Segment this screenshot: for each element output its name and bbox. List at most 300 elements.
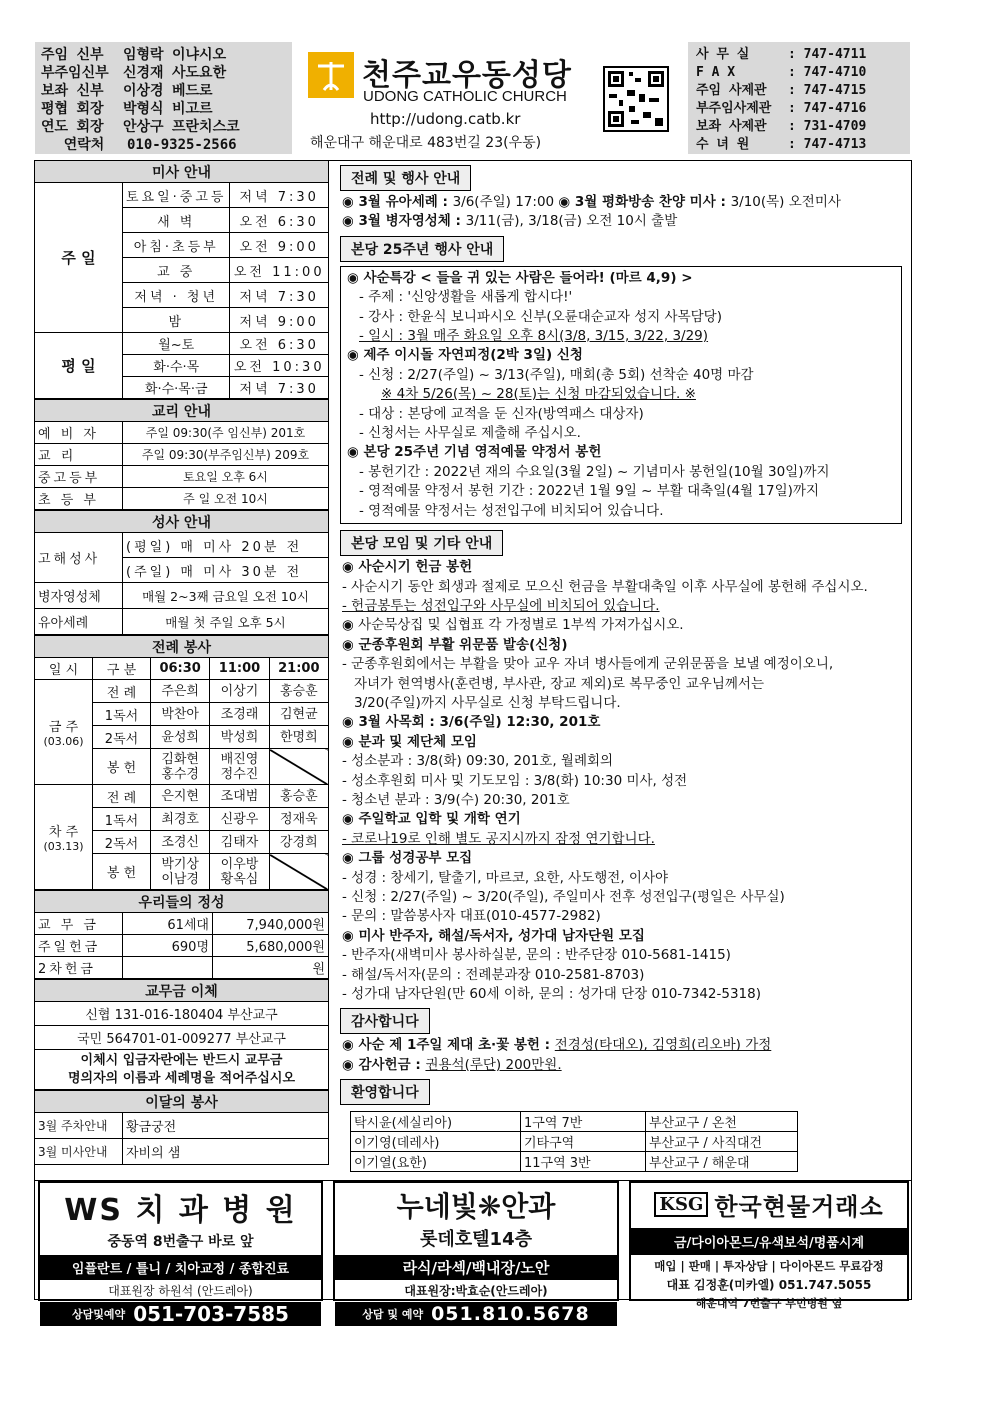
ad-gold-heading <box>631 1187 907 1222</box>
offering-amount: 7,940,000원 <box>213 913 329 935</box>
mass-time: 오전 6:30 <box>230 208 329 233</box>
doctrine-label: 중고등부 <box>35 466 123 488</box>
group-line: ◉ 군종후원회 부활 위문품 발송(신청) <box>342 636 568 653</box>
liturgy-role: 2독서 <box>93 831 151 854</box>
liturgy-name: 은지현 <box>161 788 199 804</box>
phone-label: 사 무 실 <box>696 47 750 62</box>
liturgy-cell <box>269 785 328 808</box>
liturgy-name: 주은희 <box>161 683 199 699</box>
sacrament-value: 매월 2~3째 금요일 오전 10시 <box>123 583 329 609</box>
phone-number: : 747-4716 <box>788 101 867 116</box>
group-line: 3/20(주일)까지 사무실로 신청 부탁드립니다. <box>354 694 621 711</box>
group-line: ◉ 3월 사목회 : 3/6(주일) 12:30, 201호 <box>342 714 601 731</box>
liturgy-role: 봉 헌 <box>93 749 151 785</box>
sacrament-row <box>35 583 329 609</box>
liturgy-date <box>35 680 93 785</box>
staff-name: 임형락 이냐시오 <box>123 47 227 63</box>
transfer-account: 국민 564701-01-009277 부산교구 <box>35 1026 329 1050</box>
thanks-line <box>336 1036 908 1055</box>
liturgy-name: 한명희 <box>279 729 318 745</box>
liturgy-header: 21:00 <box>269 658 328 680</box>
offering-count <box>123 957 213 979</box>
liturgy-cell <box>269 749 328 785</box>
liturgy-name: 홍승훈 <box>279 788 318 804</box>
sacrament-title: 성사 안내 <box>35 511 329 533</box>
ad-gold-line3: 해운대역 7번출구 부민병원 옆 <box>695 1297 843 1310</box>
welcome-cell: 11구역 3반 <box>521 1152 646 1172</box>
liturgy-name: 최경호 <box>161 811 199 827</box>
monthly-title: 이달의 봉사 <box>35 1091 329 1113</box>
ad-dental-doc: 대표원장 하원석 (안드레아) <box>108 1284 253 1298</box>
welcome-cell: 부산교구 / 온천 <box>646 1112 798 1132</box>
doctrine-value: 주일 09:30(부주임신부) 209호 <box>123 444 329 466</box>
anniversary-line: ※ 4차 5/26(목) ~ 28(토)는 신청 마감되었습니다. ※ <box>381 386 696 403</box>
anniversary-line: - 신청 : 2/27(주일) ~ 3/13(주일), 매회(총 5회) 선착순 40명 마감 <box>359 366 754 383</box>
doctrine-value: 토요일 오후 6시 <box>123 466 329 488</box>
liturgy-role: 1독서 <box>93 808 151 831</box>
offering-row <box>35 935 329 957</box>
liturgy-cell <box>210 703 269 726</box>
ad-eye-tel-number: 051.810.5678 <box>431 1303 590 1325</box>
liturgy-row <box>35 785 329 808</box>
phone-number: : 747-4713 <box>788 137 867 152</box>
transfer-account: 신협 131-016-180404 부산교구 <box>35 1002 329 1026</box>
liturgy-name: 김현균 <box>279 706 318 722</box>
liturgy-cell <box>269 703 328 726</box>
liturgy-cell <box>210 726 269 749</box>
liturgy-name: 정수진 <box>220 766 259 782</box>
welcome-row <box>351 1132 798 1152</box>
offering-label: 2차헌금 <box>35 957 123 979</box>
mass-time: 오전 10:30 <box>230 355 329 377</box>
event-text2: 3/10(목) 오전미사 <box>730 194 841 210</box>
doctrine-title: 교리 안내 <box>35 400 329 422</box>
welcome-table <box>350 1111 798 1172</box>
transfer-note-line1: 이체시 입금자란에는 반드시 교무금 <box>80 1052 283 1068</box>
welcome-row <box>351 1112 798 1132</box>
liturgy-cell <box>269 831 328 854</box>
confession-time: (주일) 매 미사 30분 전 <box>123 558 329 583</box>
event-line <box>336 212 908 231</box>
offering-title-row <box>35 891 329 913</box>
church-header <box>300 42 600 154</box>
monthly-value: 황금궁전 <box>123 1113 329 1139</box>
doctrine-row <box>35 488 329 510</box>
liturgy-cell <box>269 808 328 831</box>
staff-row <box>41 136 286 154</box>
mass-table <box>34 160 329 399</box>
ad-dental-bar: 임플란트 / 틀니 / 치아교정 / 종합진료 <box>40 1255 321 1280</box>
monthly-label: 3월 미사안내 <box>35 1139 123 1165</box>
sacrament-row <box>35 609 329 635</box>
sacrament-value: 매월 첫 주일 오후 5시 <box>123 609 329 635</box>
mass-weekday-label: 평 일 <box>35 333 123 399</box>
phone-number: : 747-4711 <box>788 47 867 62</box>
group-line: ◉ 분과 및 제단체 모임 <box>342 733 477 750</box>
phone-label: F A X <box>696 65 736 80</box>
sacrament-table <box>34 510 329 635</box>
mass-title-row <box>35 161 329 183</box>
event-text: 3/11(금), 3/18(금) 오전 10시 출발 <box>465 213 678 230</box>
staff-row <box>41 64 286 82</box>
staff-name: 신경재 사도요한 <box>123 65 227 81</box>
liturgy-cell <box>210 680 269 703</box>
liturgy-name: 홍수경 <box>161 766 199 782</box>
event-title: ◉ 3월 유아세례 : <box>342 194 453 210</box>
sacrament-label: 병자영성체 <box>35 583 123 609</box>
monthly-label: 3월 주차안내 <box>35 1113 123 1139</box>
doctrine-value: 주일 09:30(주 임신부) 201호 <box>123 422 329 444</box>
staff-role: 보좌 신부 <box>41 83 104 99</box>
doctrine-row <box>35 444 329 466</box>
group-line: - 신청 : 2/27(주일) ~ 3/20(주일), 주일미사 전후 성전입구(평일은 사무실) <box>342 889 785 905</box>
liturgy-role: 1독서 <box>93 703 151 726</box>
liturgy-name: 조경신 <box>161 834 199 850</box>
phone-row <box>696 46 902 64</box>
monthly-row <box>35 1139 329 1165</box>
anniversary-box <box>340 266 902 524</box>
liturgy-cell <box>210 785 269 808</box>
ads-row <box>34 1180 912 1326</box>
mass-time: 저녁 7:30 <box>230 183 329 208</box>
church-logo-icon <box>308 52 354 98</box>
welcome-cell: 이기영(데레사) <box>351 1132 521 1152</box>
offering-amount: 5,680,000원 <box>213 935 329 957</box>
thanks-list <box>336 1036 908 1075</box>
ad-eye-sub: 롯데호텔14층 <box>420 1229 532 1250</box>
transfer-note-row <box>35 1050 329 1090</box>
liturgy-cell <box>151 785 210 808</box>
mass-who: 교 중 <box>123 258 230 283</box>
liturgy-header: 구 분 <box>93 658 151 680</box>
offering-count: 61세대 <box>123 913 213 935</box>
tab-groups: 본당 모임 및 기타 안내 <box>340 530 503 556</box>
liturgy-name: 이상기 <box>220 683 259 699</box>
ad-eye-clinic[interactable] <box>333 1181 619 1325</box>
liturgy-name: 신광우 <box>220 811 259 827</box>
doctrine-label: 교 리 <box>35 444 123 466</box>
transfer-table <box>34 979 329 1090</box>
anniversary-line: - 강사 : 한윤식 보니파시오 신부(오륜대순교자 성지 사목담당) <box>359 308 722 325</box>
group-line: ◉ 주일학교 입학 및 개학 연기 <box>342 811 521 828</box>
liturgy-cell <box>210 854 269 890</box>
transfer-note-line2: 명의자의 이름과 세례명을 적어주십시오 <box>67 1070 296 1086</box>
offering-count: 690명 <box>123 935 213 957</box>
staff-name: 박형식 비고르 <box>123 101 213 117</box>
phone-row <box>696 136 902 154</box>
staff-role: 연락처 <box>63 137 105 153</box>
liturgy-name: 황옥심 <box>220 871 259 887</box>
staff-row <box>41 82 286 100</box>
group-line: ◉ 사순시기 헌금 봉헌 <box>342 559 473 576</box>
mass-who: 토요일·중고등 <box>123 183 230 208</box>
offering-row <box>35 913 329 935</box>
transfer-row <box>35 1002 329 1026</box>
liturgy-name: 정재욱 <box>279 811 318 827</box>
confession-time: (평일) 매 미사 20분 전 <box>123 533 329 558</box>
phone-label: 주임 사제관 <box>696 83 767 98</box>
group-line: ◉ 미사 반주자, 해설/독서자, 성가대 남자단원 모집 <box>342 927 645 944</box>
thanks-text: 권용석(루단) 200만원. <box>425 1056 562 1073</box>
doctrine-title-row <box>35 400 329 422</box>
mass-time: 오전 11:00 <box>230 258 329 283</box>
confession-row <box>35 533 329 558</box>
tab-anniversary: 본당 25주년 행사 안내 <box>340 236 504 262</box>
events-list <box>336 193 908 232</box>
liturgy-cell <box>210 831 269 854</box>
liturgy-cell <box>269 680 328 703</box>
welcome-cell: 1구역 7반 <box>521 1112 646 1132</box>
group-line: - 코로나19로 인해 별도 공지시까지 잠정 연기합니다. <box>342 830 655 847</box>
staff-role: 주임 신부 <box>41 47 104 63</box>
staff-role: 연도 회장 <box>41 119 104 135</box>
staff-name: 010-9325-2566 <box>127 137 237 153</box>
mass-time: 오전 9:00 <box>230 233 329 258</box>
liturgy-cell <box>151 808 210 831</box>
tab-welcome: 환영합니다 <box>340 1079 430 1105</box>
staff-row <box>41 118 286 136</box>
liturgy-cell <box>210 749 269 785</box>
ad-dental-sub: 중동역 8번출구 바로 앞 <box>107 1234 254 1250</box>
thanks-title: ◉ 사순 제 1주일 제대 초·꽃 봉헌 : <box>342 1037 555 1054</box>
liturgy-cell <box>210 808 269 831</box>
doctrine-table <box>34 399 329 510</box>
phone-label: 보좌 사제관 <box>696 119 767 134</box>
liturgy-cell <box>151 749 210 785</box>
church-url[interactable]: http://udong.catb.kr <box>370 110 521 128</box>
liturgy-table <box>34 635 329 890</box>
phone-row <box>696 64 902 82</box>
church-address: 해운대구 해운대로 483번길 23(우동) <box>310 135 542 151</box>
liturgy-name: 박기상 <box>161 856 199 872</box>
liturgy-cell <box>269 854 328 890</box>
group-line: 자녀가 현역병사(훈련병, 부사관, 장교 제외)로 복무중인 교우님께서는 <box>354 675 765 692</box>
anniversary-line: - 영적예물 약정서는 성전입구에 비치되어 있습니다. <box>359 502 664 519</box>
liturgy-header: 06:30 <box>151 658 210 680</box>
thanks-title: ◉ 감사헌금 : <box>342 1056 426 1073</box>
event-text: 3/6(주일) 17:00 <box>452 194 559 210</box>
group-line: - 성소분과 : 3/8(화) 09:30, 201호, 월례회의 <box>342 753 614 770</box>
phone-row <box>696 82 902 100</box>
liturgy-header-row <box>35 658 329 680</box>
group-line: - 해설/독서자(문의 : 전례분과장 010-2581-8703) <box>342 966 645 983</box>
welcome-cell: 부산교구 / 사직대건 <box>646 1132 798 1152</box>
anniversary-line: ◉ 제주 이시돌 자연피정(2박 3일) 신청 <box>347 347 583 364</box>
mass-time: 오전 6:30 <box>230 333 329 355</box>
left-column <box>34 160 329 1165</box>
mass-who: 화·수·목 <box>123 355 230 377</box>
group-line: ◉ 사순묵상집 및 십협표 각 가정별로 1부씩 가져가십시오. <box>342 617 684 634</box>
liturgy-name: 조대범 <box>220 788 259 804</box>
liturgy-cell <box>269 726 328 749</box>
transfer-note <box>35 1050 329 1090</box>
group-line: - 청소년 분과 : 3/9(수) 20:30, 201호 <box>342 791 570 808</box>
liturgy-date <box>35 785 93 890</box>
liturgy-role: 전 례 <box>93 680 151 703</box>
liturgy-row <box>35 680 329 703</box>
group-line: - 성가대 남자단원(만 60세 이하, 문의 : 성가대 단장 010-7342-5318) <box>342 986 762 1003</box>
group-line: - 헌금봉투는 성전입구와 사무실에 비치되어 있습니다. <box>342 597 660 614</box>
liturgy-date-line: (03.06) <box>43 735 84 748</box>
event-title2: ◉ 3월 평화방송 찬양 미사 : <box>558 194 731 210</box>
liturgy-date-line: (03.13) <box>43 840 84 853</box>
staff-row <box>41 46 286 64</box>
liturgy-title: 전례 봉사 <box>35 636 329 658</box>
transfer-title-row <box>35 980 329 1002</box>
mass-who: 월~토 <box>123 333 230 355</box>
thanks-line <box>336 1056 908 1075</box>
ad-gold-line2: 대표 김정훈(미카엘) 051.747.5055 <box>666 1278 872 1292</box>
church-name-en: UDONG CATHOLIC CHURCH <box>363 88 567 105</box>
ad-eye-bar: 라식/라섹/백내장/노안 <box>335 1255 617 1280</box>
anniversary-line: - 영적예물 약정서 봉헌 기간 : 2022년 1월 9일 ~ 부활 대축일(4월 17일)까지 <box>359 483 820 500</box>
liturgy-name: 이남경 <box>161 871 199 887</box>
liturgy-name: 강경희 <box>279 834 318 850</box>
ad-dental-title: WS 치 과 병 원 <box>64 1193 297 1228</box>
liturgy-role: 전 례 <box>93 785 151 808</box>
ad-dental-tel <box>40 1302 321 1326</box>
offering-amount: 원 <box>213 957 329 979</box>
liturgy-name: 박성희 <box>220 729 259 745</box>
group-line: - 성소후원회 미사 및 기도모임 : 3/8(화) 10:30 미사, 성전 <box>342 772 688 789</box>
ad-eye-doc: 대표원장:박효순(안드레아) <box>404 1284 548 1298</box>
tab-thanks: 감사합니다 <box>340 1008 430 1034</box>
ad-gold-bar: 금/다이아몬드/유색보석/명품시계 <box>631 1228 907 1255</box>
groups-list <box>336 558 908 1004</box>
phone-label: 수 녀 원 <box>696 137 750 152</box>
ad-gold-title: 한국현물거래소 <box>714 1193 884 1221</box>
monthly-service-table <box>34 1090 329 1165</box>
liturgy-date-line: 차 주 <box>48 825 79 840</box>
offering-row <box>35 957 329 979</box>
welcome-cell: 기타구역 <box>521 1132 646 1152</box>
group-line: - 성경 : 창세기, 탈출기, 마르코, 요한, 사도행전, 이사야 <box>342 869 669 886</box>
thanks-text: 전경성(타대오), 김영희(리오바) 가정 <box>554 1037 772 1054</box>
liturgy-name: 홍승훈 <box>279 683 318 699</box>
ad-gold-logo: KSG <box>654 1192 708 1217</box>
anniversary-line: ◉ 사순특강 < 들을 귀 있는 사람은 들어라! (마르 4,9) > <box>347 269 693 286</box>
liturgy-name: 박찬아 <box>161 706 199 722</box>
phone-label: 부주임사제관 <box>696 101 772 116</box>
liturgy-cell <box>151 726 210 749</box>
welcome-cell: 부산교구 / 해운대 <box>646 1152 798 1172</box>
mass-time: 저녁 7:30 <box>230 283 329 308</box>
doctrine-label: 예 비 자 <box>35 422 123 444</box>
welcome-cell: 이기열(요한) <box>351 1152 521 1172</box>
sacrament-title-row <box>35 511 329 533</box>
welcome-row <box>351 1152 798 1172</box>
phone-row <box>696 100 902 118</box>
monthly-row <box>35 1113 329 1139</box>
confession-label: 고해성사 <box>35 533 123 583</box>
liturgy-cell <box>151 680 210 703</box>
group-line: - 군종후원회에서는 부활을 맞아 교우 자녀 병사들에게 군위문품을 보낼 예정이오니, <box>342 656 834 673</box>
doctrine-label: 초 등 부 <box>35 488 123 510</box>
offering-label: 교 무 금 <box>35 913 123 935</box>
mass-who: 새 벽 <box>123 208 230 233</box>
staff-role: 부주임신부 <box>41 65 109 81</box>
liturgy-header: 일 시 <box>35 658 93 680</box>
liturgy-name: 이우방 <box>220 856 259 872</box>
doctrine-value: 주 일 오전 10시 <box>123 488 329 510</box>
event-title: ◉ 3월 병자영성체 : <box>342 213 466 230</box>
anniversary-line: - 일시 : 3월 매주 화요일 오후 8시(3/8, 3/15, 3/22, 3/29) <box>359 328 709 345</box>
mass-who: 아침·초등부 <box>123 233 230 258</box>
event-line <box>336 193 908 212</box>
group-line: ◉ 그룹 성경공부 모집 <box>342 850 473 867</box>
mass-who: 화·수·목·금 <box>123 377 230 399</box>
staff-name: 안상구 프란치스코 <box>123 119 240 135</box>
liturgy-name: 조경래 <box>220 706 259 722</box>
mass-time: 저녁 9:00 <box>230 308 329 333</box>
liturgy-cell <box>151 831 210 854</box>
staff-name: 이상경 베드로 <box>123 83 213 99</box>
liturgy-name: 배진영 <box>220 751 259 767</box>
group-line: - 사순시기 동안 희생과 절제로 모으신 헌금을 부활대축일 이후 사무실에 봉헌해 주십시오. <box>342 578 868 595</box>
liturgy-date-line: 금 주 <box>48 720 79 735</box>
sacrament-label: 유아세례 <box>35 609 123 635</box>
anniversary-line: - 봉헌기간 : 2022년 재의 수요일(3월 2일) ~ 기념미사 봉헌일(10월 30일)까지 <box>359 463 830 480</box>
phone-box <box>688 42 910 154</box>
offering-table <box>34 890 329 979</box>
liturgy-role: 봉 헌 <box>93 854 151 890</box>
phone-row <box>696 118 902 136</box>
liturgy-name: 김화현 <box>161 751 199 767</box>
mass-sunday-label: 주 일 <box>35 183 123 333</box>
phone-number: : 731-4709 <box>788 119 867 134</box>
mass-title: 미사 안내 <box>35 161 329 183</box>
ad-eye-title: 누네빛❋안과 <box>396 1190 556 1223</box>
welcome-cell: 탁시윤(세실리아) <box>351 1112 521 1132</box>
ad-eye-tel <box>335 1302 617 1326</box>
liturgy-title-row <box>35 636 329 658</box>
anniversary-line: - 대상 : 본당에 교적을 둔 신자(방역패스 대상자) <box>359 405 644 422</box>
doctrine-row <box>35 466 329 488</box>
liturgy-header: 11:00 <box>210 658 269 680</box>
transfer-row <box>35 1026 329 1050</box>
staff-box <box>35 42 292 154</box>
anniversary-line: - 주제 : '신앙생활을 새롭게 합시다!' <box>359 289 573 306</box>
mass-time: 저녁 7:30 <box>230 377 329 399</box>
liturgy-cell <box>151 703 210 726</box>
phone-number: : 747-4715 <box>788 83 867 98</box>
group-line: - 문의 : 말씀봉사자 대표(010-4577-2982) <box>342 908 601 925</box>
staff-row <box>41 100 286 118</box>
tab-events: 전례 및 행사 안내 <box>340 165 471 191</box>
staff-role: 평협 회장 <box>41 101 104 117</box>
mass-who: 밤 <box>123 308 230 333</box>
church-name: 천주교우동성당 <box>362 58 572 93</box>
liturgy-name: 윤성희 <box>161 729 199 745</box>
transfer-title: 교무금 이체 <box>35 980 329 1002</box>
ad-dental-tel-number: 051-703-7585 <box>133 1302 289 1326</box>
offering-label: 주일헌금 <box>35 935 123 957</box>
ad-gold-line1: 매입 | 판매 | 투자상담 | 다이아몬드 무료감정 <box>654 1259 884 1273</box>
right-column <box>336 160 908 1172</box>
ad-gold-exchange[interactable] <box>629 1181 909 1310</box>
liturgy-role: 2독서 <box>93 726 151 749</box>
ad-dental[interactable] <box>38 1181 323 1326</box>
mass-who: 저녁 · 청년 <box>123 283 230 308</box>
anniversary-line: - 신청서는 사무실로 제출해 주십시오. <box>359 425 581 442</box>
qr-code-icon[interactable] <box>603 66 669 132</box>
mass-row <box>35 333 329 355</box>
ad-eye-tel-label: 상담 및 예약 <box>362 1308 424 1321</box>
anniversary-line: ◉ 본당 25주년 기념 영적예물 약정서 봉헌 <box>347 444 602 461</box>
offering-title: 우리들의 정성 <box>35 891 329 913</box>
ad-dental-tel-label: 상담및예약 <box>72 1308 126 1321</box>
group-line: - 반주자(새벽미사 봉사하실분, 문의 : 반주단장 010-5681-1415) <box>342 947 731 964</box>
